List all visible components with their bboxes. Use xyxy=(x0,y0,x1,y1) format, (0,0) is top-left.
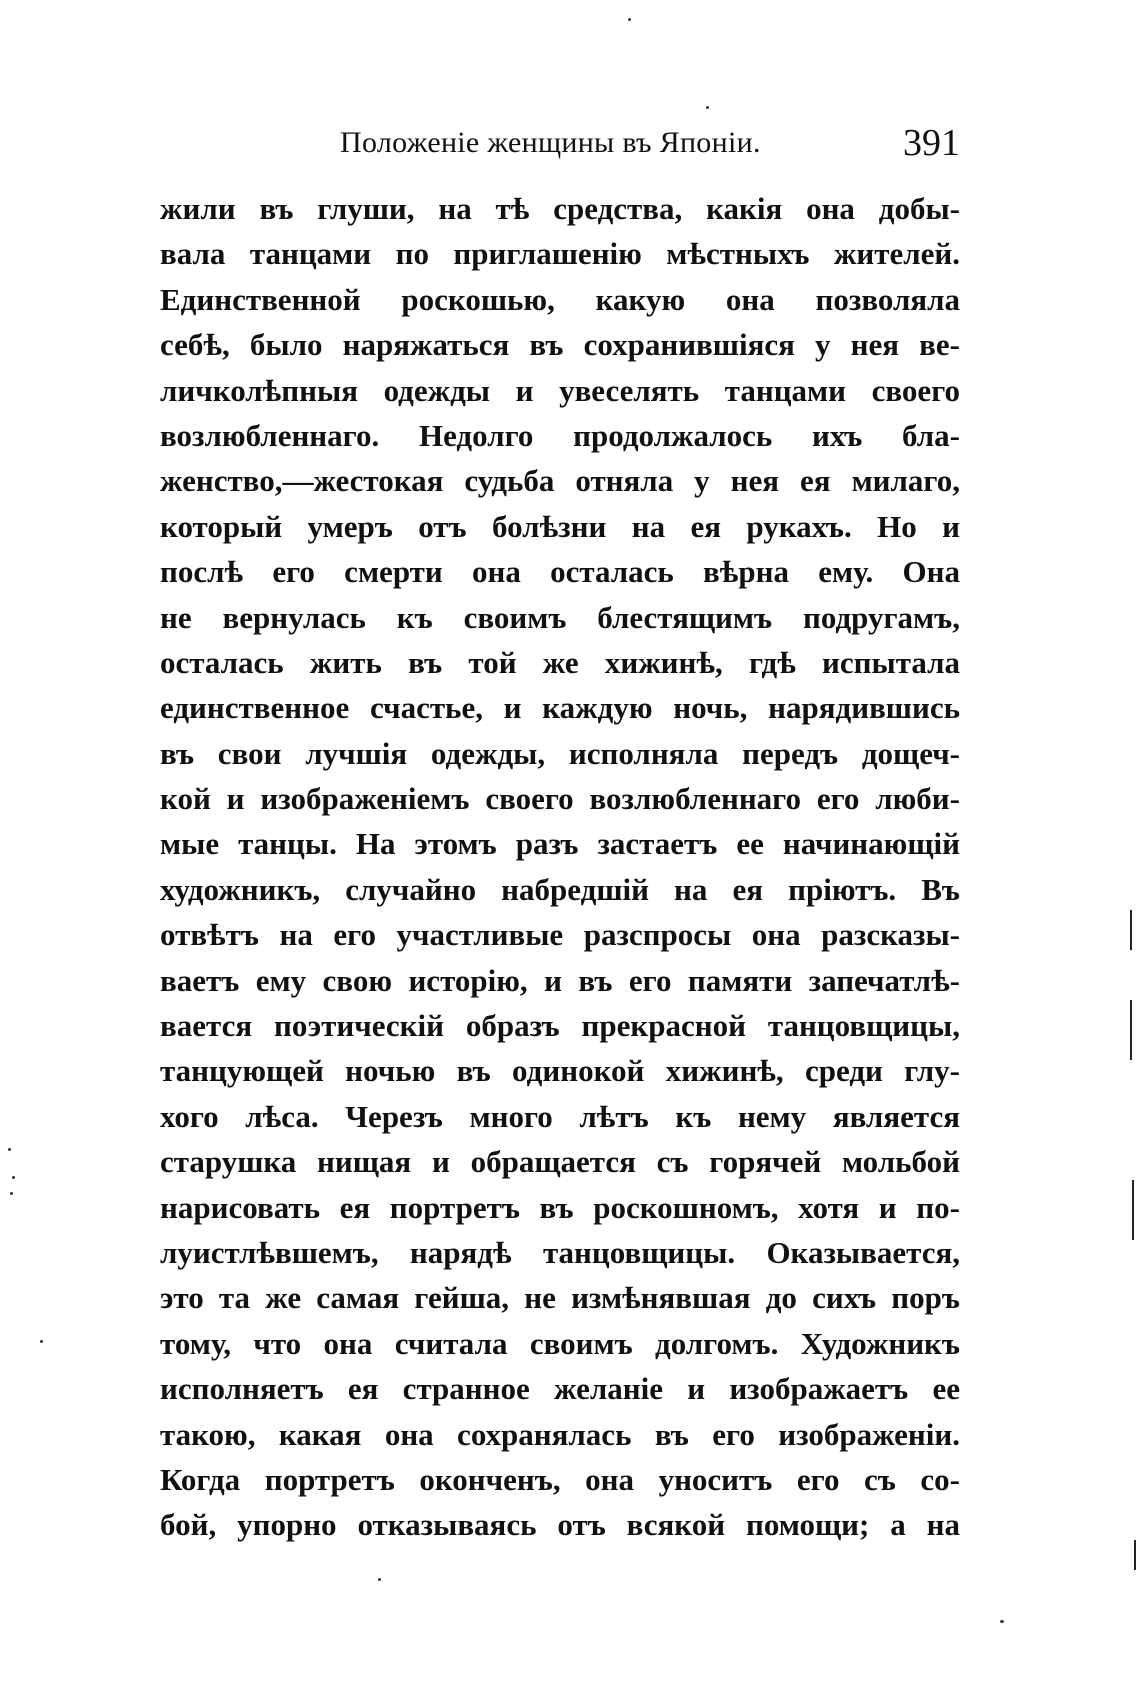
text-line: вается поэтическій образъ прекрасной танцовщицы, xyxy=(160,1008,960,1044)
text-line: луистлѣвшемъ, нарядѣ танцовщицы. Оказывается, xyxy=(160,1234,960,1270)
scan-speck xyxy=(706,106,709,109)
scan-speck xyxy=(12,1176,15,1179)
scan-speck xyxy=(8,1148,11,1151)
text-line: хого лѣса. Черезъ много лѣтъ къ нему является xyxy=(160,1098,960,1134)
scan-speck xyxy=(628,18,631,21)
text-line: единственное счастье, и каждую ночь, нарядившись xyxy=(160,690,960,726)
text-line: это та же самая гейша, не измѣнявшая до сихъ поръ xyxy=(160,1280,960,1316)
text-line: Единственной роскошью, какую она позволяла xyxy=(160,281,960,317)
text-line: художникъ, случайно набредшій на ея пріютъ. Въ xyxy=(160,871,960,907)
text-line: въ свои лучшія одежды, исполняла передъ дощеч- xyxy=(160,735,960,771)
scan-speck xyxy=(1000,1620,1004,1623)
text-line: возлюбленнаго. Недолго продолжалось ихъ бла- xyxy=(160,417,960,453)
body-text xyxy=(160,186,960,1548)
text-line: не вернулась къ своимъ блестящимъ подругамъ, xyxy=(160,599,960,635)
scan-speck xyxy=(10,1192,13,1195)
text-line: старушка нищая и обращается съ горячей мольбой xyxy=(160,1144,960,1180)
text-line: тому, что она считала своимъ долгомъ. Художникъ xyxy=(160,1325,960,1361)
text-line: Когда портретъ оконченъ, она уноситъ его съ со- xyxy=(160,1461,960,1497)
text-line: личколѣпныя одежды и увеселять танцами своего xyxy=(160,372,960,408)
text-line: осталась жить въ той же хижинѣ, гдѣ испытала xyxy=(160,644,960,680)
scan-speck xyxy=(40,1340,43,1343)
text-line: вала танцами по приглашенію мѣстныхъ жителей. xyxy=(160,236,960,272)
text-line: женство,—жестокая судьба отняла у нея ея милаго, xyxy=(160,463,960,499)
running-title: Положеніе женщины въ Японіи. xyxy=(340,126,761,159)
edge-mark xyxy=(1134,1540,1136,1570)
text-line: танцующей ночью въ одинокой хижинѣ, среди глу- xyxy=(160,1053,960,1089)
text-line: отвѣтъ на его участливые разспросы она разсказы- xyxy=(160,917,960,953)
text-line: нарисовать ея портретъ въ роскошномъ, хотя и по- xyxy=(160,1189,960,1225)
text-line: жили въ глуши, на тѣ средства, какія она добы- xyxy=(160,191,960,226)
edge-mark xyxy=(1130,1000,1132,1060)
edge-mark xyxy=(1132,1180,1134,1240)
text-line: себѣ, было наряжаться въ сохранившіяся у нея ве- xyxy=(160,327,960,363)
text-line: бой, упорно отказываясь отъ всякой помощи; а на xyxy=(160,1507,960,1543)
text-line: кой и изображеніемъ своего возлюбленнаго его люби- xyxy=(160,781,960,817)
running-head xyxy=(160,118,960,168)
page-number: 391 xyxy=(903,122,960,164)
text-line: такою, какая она сохранялась въ его изображеніи. xyxy=(160,1416,960,1452)
text-line: который умеръ отъ болѣзни на ея рукахъ. Но и xyxy=(160,508,960,544)
text-line: мые танцы. На этомъ разъ застаетъ ее начинающій xyxy=(160,826,960,862)
edge-mark xyxy=(1130,910,1132,950)
scan-speck xyxy=(378,1578,381,1581)
text-line: послѣ его смерти она осталась вѣрна ему. Она xyxy=(160,554,960,590)
text-line: ваетъ ему свою исторію, и въ его памяти запечатлѣ- xyxy=(160,962,960,998)
text-line: исполняетъ ея странное желаніе и изображаетъ ее xyxy=(160,1371,960,1407)
